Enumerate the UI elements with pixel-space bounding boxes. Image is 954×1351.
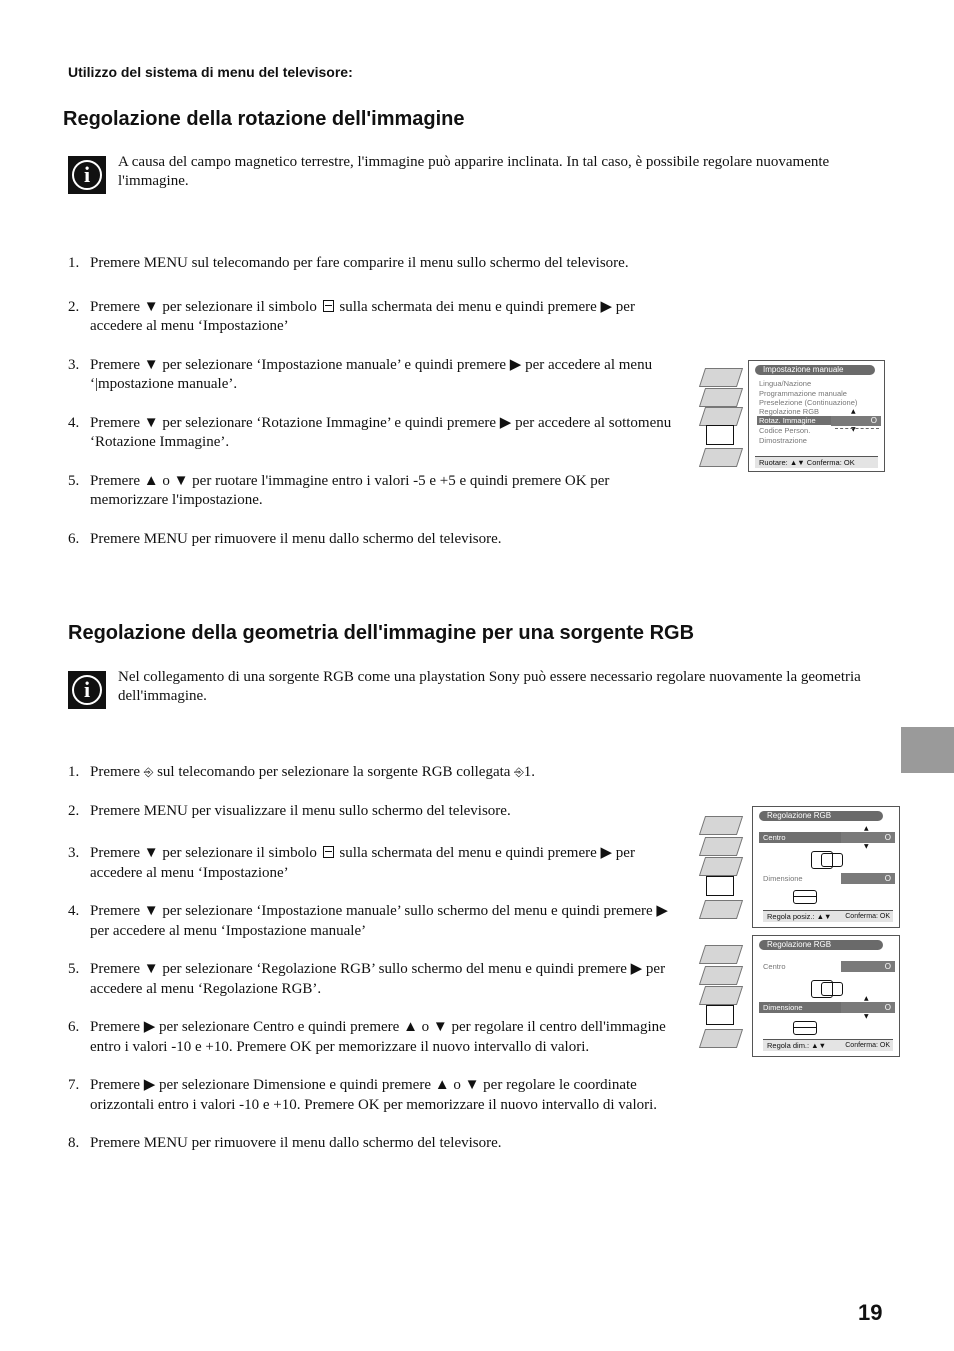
dimensione-graphic-icon: [793, 1021, 817, 1035]
step-number: 6.: [68, 1019, 80, 1035]
footer-left: Regola dim.: ▲▼: [767, 1041, 827, 1050]
menu-panel: [752, 806, 900, 928]
step-text: Premere ▼ per selezionare ‘Impostazione manuale’ sullo schermo del menu e quindi premere ▶ per accedere al menu ‘Impostazione manuale’: [90, 903, 668, 939]
step-text: Premere ▶ per selezionare Centro e quindi premere ▲ o ▼ per regolare il centro dell'immagine entro i valori -10 e +10. Premere OK per memorizzare il nuovo intervallo di valori.: [90, 1019, 666, 1055]
features-icon: [699, 407, 743, 426]
info-icon: i: [68, 156, 106, 194]
menu-item-selected: Rotaz. Immagine: [757, 416, 831, 425]
step-number: 2.: [68, 298, 80, 315]
footer-left: Regola posiz.: ▲▼: [767, 912, 832, 921]
menu-footer: Ruotare: ▲▼ Conferma: OK: [755, 456, 878, 468]
arrow-down-icon: ▼: [864, 1013, 869, 1020]
step-item: [68, 298, 688, 337]
menu-title: Regolazione RGB: [759, 940, 883, 950]
menu-footer: [763, 1039, 893, 1051]
step-item: [68, 472, 688, 511]
menu-panel: [748, 360, 885, 472]
step-number: 3.: [68, 356, 80, 373]
step-text: Premere ▲ o ▼ per ruotare l'immagine entro i valori -5 e +5 e quindi premere OK per memorizzare l'impostazione.: [90, 472, 610, 508]
features-icon: [699, 857, 743, 876]
step-item: [68, 902, 688, 941]
menu-item: Codice Person.: [759, 426, 811, 435]
section1-steps: [68, 254, 688, 549]
menu-item: Dimostrazione: [759, 436, 807, 445]
setup-icon: [706, 876, 734, 896]
chapter-tab: [901, 727, 954, 773]
sound-icon: [699, 837, 743, 856]
step-text: Premere ▼ per selezionare il simbolo: [90, 845, 321, 861]
step-item: [68, 802, 688, 822]
step-text: 1.: [523, 764, 536, 780]
menu-item: Preselezione (Continuazione): [759, 398, 858, 407]
step-number: 1.: [68, 255, 80, 271]
step-number: 4.: [68, 414, 80, 431]
section2-title: Regolazione della geometria dell'immagine per una sorgente RGB: [68, 622, 695, 644]
step-text: sulla schermata dei menu e quindi premere ▶ per accedere al menu ‘Impostazione’: [90, 298, 635, 334]
input-source-icon: ⎆: [143, 765, 154, 779]
dimensione-value-bar: O: [841, 873, 895, 884]
menu-title: Impostazione manuale: [755, 365, 875, 375]
sound-icon: [699, 388, 743, 407]
step-item: [68, 530, 688, 550]
dimensione-value-bar: O: [841, 1002, 895, 1013]
menu-item-selected: Centro: [759, 832, 845, 843]
preset-icon: [699, 448, 743, 467]
menu-item: Lingua/Nazione: [759, 379, 812, 388]
step-item: [68, 763, 688, 783]
arrow-down-icon: ▼: [864, 843, 869, 850]
section1-title: Regolazione della rotazione dell'immagine: [63, 108, 465, 130]
tv-menu-screen-rgb-dimensione: [700, 935, 900, 1057]
setup-symbol-icon: [323, 300, 334, 312]
step-number: 5.: [68, 961, 80, 977]
menu-item: Programmazione manuale: [759, 389, 847, 398]
step-text: Premere ▼ per selezionare ‘Impostazione manuale’ e quindi premere ▶ per accedere al menu ‘|mpostazione manuale’.: [90, 356, 653, 392]
rotation-scale: [835, 428, 879, 429]
step-text: Premere ▼ per selezionare il simbolo: [90, 298, 321, 315]
input-source-icon: ⎆: [514, 765, 524, 779]
preset-icon: [699, 900, 743, 919]
step-text: Premere MENU per rimuovere il menu dallo schermo del televisore.: [90, 1135, 502, 1151]
step-text: Premere ▼ per selezionare ‘Rotazione Immagine’ e quindi premere ▶ per accedere al sottomenu ‘Rotazione Immagine’.: [90, 414, 672, 450]
step-number: 4.: [68, 903, 80, 919]
menu-panel: [752, 935, 900, 1057]
centro-value-bar: O: [841, 961, 895, 972]
menu-title: Regolazione RGB: [759, 811, 883, 821]
step-number: 6.: [68, 530, 80, 547]
step-item: [68, 960, 688, 999]
step-number: 7.: [68, 1077, 80, 1093]
step-item: [68, 1134, 688, 1154]
preset-icon: [699, 1029, 743, 1048]
step-text: sul telecomando per selezionare la sorgente RGB collegata: [153, 764, 515, 780]
arrow-down-icon: ▼: [851, 426, 856, 433]
step-number: 3.: [68, 845, 80, 861]
step-item: [68, 1018, 688, 1057]
arrow-up-icon: ▲: [864, 825, 869, 832]
menu-item-selected: Dimensione: [759, 1002, 845, 1013]
setup-symbol-icon: [323, 846, 334, 858]
page-number: 19: [858, 1300, 883, 1325]
step-item: [68, 414, 688, 453]
step-item: [68, 844, 688, 883]
step-item: [68, 356, 688, 395]
footer-right: Conferma: OK: [845, 913, 890, 920]
step-text: sulla schermata del menu e quindi premere ▶ per accedere al menu ‘Impostazione’: [90, 845, 635, 881]
rotation-value-bar: O: [831, 416, 881, 426]
section2-note: Nel collegamento di una sorgente RGB come una playstation Sony può essere necessario regolare nuovamente la geometria dell'immagine.: [118, 669, 861, 704]
section1-note: A causa del campo magnetico terrestre, l'immagine può apparire inclinata. In tal caso, è possibile regolare nuovamente l'immagine.: [118, 154, 830, 189]
step-item: [68, 254, 688, 274]
setup-icon: [706, 425, 734, 445]
features-icon: [699, 986, 743, 1005]
step-number: 1.: [68, 764, 80, 780]
step-number: 2.: [68, 802, 80, 819]
step-item: [68, 1076, 688, 1115]
tv-menu-screen-rotation: [700, 360, 885, 472]
setup-icon: [706, 1005, 734, 1025]
menu-footer: [763, 910, 893, 922]
arrow-up-icon: ▲: [851, 408, 856, 415]
step-number: 8.: [68, 1135, 80, 1151]
centro-graphic-icon: [811, 980, 843, 996]
menu-item: Centro: [763, 962, 786, 971]
step-text: Premere MENU per visualizzare il menu sullo schermo del televisore.: [90, 802, 511, 819]
step-number: 5.: [68, 472, 80, 489]
menu-item: Dimensione: [763, 874, 803, 883]
sound-icon: [699, 966, 743, 985]
step-text: Premere MENU per rimuovere il menu dallo schermo del televisore.: [90, 530, 502, 547]
centro-value-bar: O: [841, 832, 895, 843]
page-header: Utilizzo del sistema di menu del televisore:: [68, 64, 353, 80]
picture-icon: [699, 816, 743, 835]
picture-icon: [699, 945, 743, 964]
step-text: Premere MENU sul telecomando per fare comparire il menu sullo schermo del televisore.: [90, 255, 629, 271]
section2-steps: [68, 763, 688, 1154]
arrow-up-icon: ▲: [864, 995, 869, 1002]
tv-menu-screen-rgb-centro: [700, 806, 900, 928]
dimensione-graphic-icon: [793, 890, 817, 904]
picture-icon: [699, 368, 743, 387]
step-text: Premere ▼ per selezionare ‘Regolazione RGB’ sullo schermo del menu e quindi premere ▶ per accedere al menu ‘Regolazione RGB’.: [90, 961, 666, 997]
menu-item: Regolazione RGB: [759, 407, 820, 416]
step-text: Premere: [90, 764, 144, 780]
step-text: Premere ▶ per selezionare Dimensione e quindi premere ▲ o ▼ per regolare le coordinate orizzontali entro i valori -10 e +10. Premere OK per memorizzare il nuovo intervallo di valori.: [90, 1077, 658, 1113]
centro-graphic-icon: [811, 851, 843, 867]
footer-right: Conferma: OK: [845, 1042, 890, 1049]
info-icon: i: [68, 671, 106, 709]
